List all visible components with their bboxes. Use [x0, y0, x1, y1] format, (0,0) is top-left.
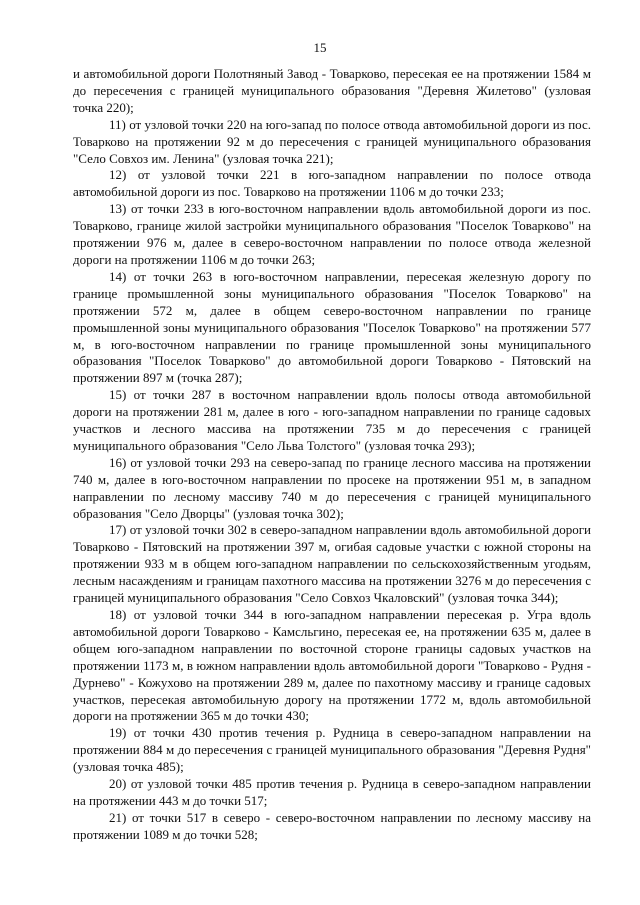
paragraph-item-18: 18) от узловой точки 344 в юго-западном направлении пересекая р. Угра вдоль автомобильной дороги Товарково - Камсльгино, пересекая ее, на протяжении 635 м, далее в общем юго-западном направлении по восточной стороне границы садовых участков на протяжении 1173 м, в южном направлении вдоль автомобильной дороги "Товарково - Рудня - Дурнево" - Кожухово на протяжении 289 м, далее по пахотному массиву и границе садовых участков, пересекая автомобильную дорогу на протяжении 1772 м, вдоль автомобильной дороги на протяжении 365 м до точки 430;: [73, 607, 591, 724]
paragraph-item-19: 19) от точки 430 против течения р. Рудница в северо-западном направлении на протяжении 884 м до пересечения с границей муниципального образования "Деревня Рудня" (узловая точка 485);: [73, 725, 591, 775]
page-number: 15: [313, 40, 327, 55]
paragraph-item-12: 12) от узловой точки 221 в юго-западном направлении по полосе отвода автомобильной дороги из пос. Товарково на протяжении 1106 м до точки 233;: [73, 167, 591, 200]
paragraph-item-17: 17) от узловой точки 302 в северо-западном направлении вдоль автомобильной дороги Товарково - Пятовский на протяжении 397 м, огибая садовые участки с южной стороны на протяжении 933 м в общем юго-западном направлении по сельскохозяйственным угодьям, лесным насаждениям и границам пахотного массива на протяжении 3276 м до пересечения с границей муниципального образования "Село Совхоз Чкаловский" (узловая точка 344);: [73, 522, 591, 606]
paragraph-item-13: 13) от точки 233 в юго-восточном направлении вдоль автомобильной дороги из пос. Товарково, границе жилой застройки муниципального образования "Поселок Товарково" на протяжении 976 м, далее в северо-восточном направлении по полосе отвода железной дороги на протяжении 1106 м до точки 263;: [73, 201, 591, 267]
paragraph-item-21: 21) от точки 517 в северо - северо-восточном направлении по лесному массиву на протяжении 1089 м до точки 528;: [73, 809, 591, 842]
document-body: [73, 66, 591, 844]
paragraph-item-16: 16) от узловой точки 293 на северо-запад по границе лесного массива на протяжении 740 м, далее в юго-восточном направлении по просеке на протяжении 951 м, в западном направлении по лесному массиву 740 м до пересечения с границей муниципального образования "Село Дворцы" (узловая точка 302);: [73, 454, 591, 521]
paragraph-item-11: 11) от узловой точки 220 на юго-запад по полосе отвода автомобильной дороги из пос. Товарково на протяжении 92 м до пересечения с границей муниципального образования "Село Совхоз им. Ленина" (узловая точка 221);: [73, 116, 591, 166]
paragraph-item-20: 20) от узловой точки 485 против течения р. Рудница в северо-западном направлении на протяжении 443 м до точки 517;: [73, 776, 591, 808]
paragraph-item-14: 14) от точки 263 в юго-восточном направлении, пересекая железную дорогу по границе промышленной зоны муниципального образования "Поселок Товарково" на протяжении 572 м, далее в общем северо-восточном направлении по границе промышленной зоны муниципального образования "Поселок Товарково" на протяжении 577 м, в юго-восточном направлении по границе промышленной зоны муниципального образования "Поселок Товарково" до автомобильной дороги Товарково - Пятовский на протяжении 897 м (точка 287);: [73, 268, 591, 386]
paragraph-item-15: 15) от точки 287 в восточном направлении вдоль полосы отвода автомобильной дороги на протяжении 281 м, далее в юго - юго-западном направлении по границе садовых участков и лесного массива на протяжении 735 м до пересечения с границей муниципального образования "Село Льва Толстого" (узловая точка 293);: [73, 387, 591, 453]
paragraph-continuation: и автомобильной дороги Полотняный Завод - Товарково, пересекая ее на протяжении 1584 м до пересечения с границей муниципального образования "Деревня Жилетово" (узловая точка 220);: [73, 66, 591, 115]
